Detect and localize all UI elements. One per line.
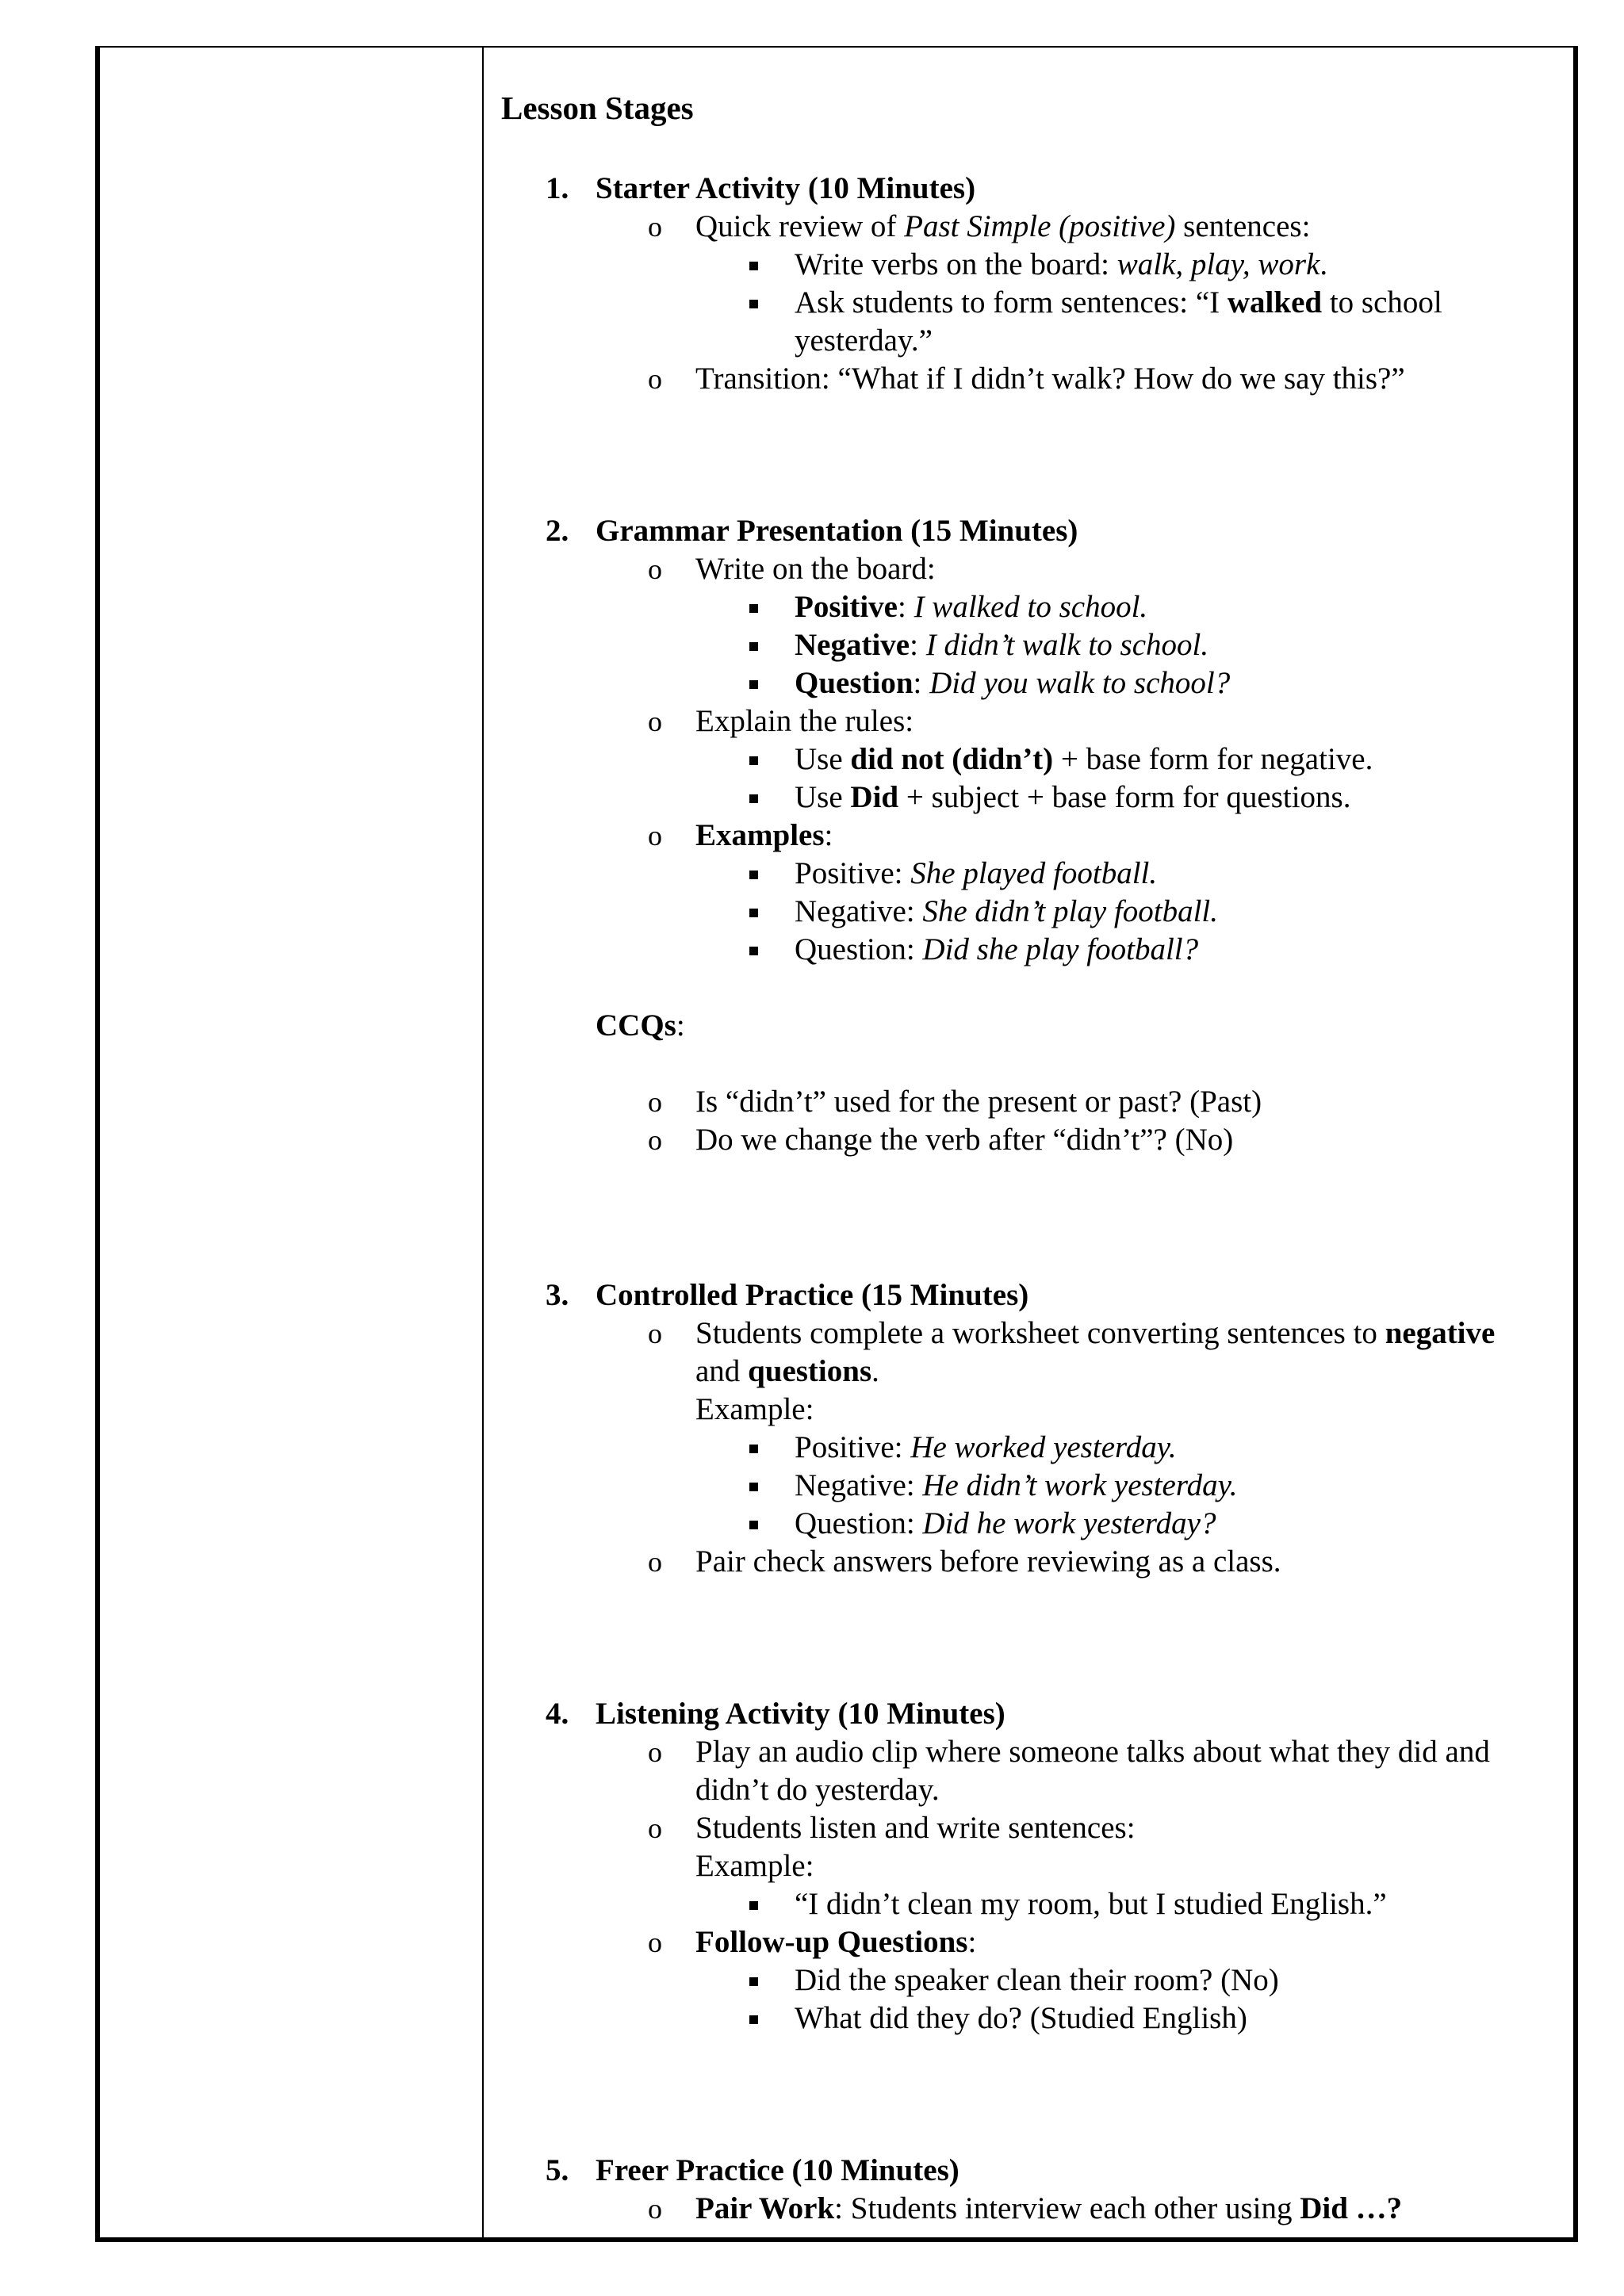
square-bullet-icon <box>749 794 758 803</box>
list-item: Explain the rules: <box>695 704 914 738</box>
square-bullet-icon <box>749 871 758 879</box>
square-bullet-icon <box>749 1901 758 1910</box>
circle-bullet-icon: o <box>648 1318 662 1349</box>
square-bullet-icon <box>749 680 758 689</box>
stage-number: 4. <box>546 1697 569 1731</box>
square-bullet-icon <box>749 909 758 917</box>
list-item: Negative: She didn’t play football. <box>795 894 1218 928</box>
circle-bullet-icon: o <box>648 211 662 243</box>
list-item-continuation: didn’t do yesterday. <box>695 1773 940 1807</box>
list-item-continuation: yesterday.” <box>795 323 933 358</box>
circle-bullet-icon: o <box>648 553 662 585</box>
list-item: Is “didn’t” used for the present or past? (Past) <box>695 1085 1262 1119</box>
circle-bullet-icon: o <box>648 363 662 395</box>
list-item: Transition: “What if I didn’t walk? How do we say this?” <box>695 362 1405 396</box>
square-bullet-icon <box>749 756 758 765</box>
list-item: Question: Did she play football? <box>795 932 1199 966</box>
list-item: Write on the board: <box>695 552 936 586</box>
list-item: Question: Did you walk to school? <box>795 666 1231 700</box>
circle-bullet-icon: o <box>648 1086 662 1118</box>
example-label: Example: <box>695 1392 814 1426</box>
stage-number: 2. <box>546 514 569 548</box>
list-item: Question: Did he work yesterday? <box>795 1506 1216 1540</box>
square-bullet-icon <box>749 642 758 651</box>
list-item: Examples: <box>695 818 833 852</box>
circle-bullet-icon: o <box>648 1927 662 1958</box>
ccq-heading: CCQs: <box>596 1008 685 1043</box>
stage-title: Controlled Practice (15 Minutes) <box>596 1278 1029 1312</box>
circle-bullet-icon: o <box>648 1736 662 1768</box>
square-bullet-icon <box>749 947 758 955</box>
list-item: Positive: He worked yesterday. <box>795 1430 1177 1464</box>
list-item: Students listen and write sentences: <box>695 1811 1136 1845</box>
list-item: Pair Work: Students interview each other using Did …? <box>695 2191 1403 2225</box>
square-bullet-icon <box>749 2015 758 2024</box>
square-bullet-icon <box>749 604 758 613</box>
list-item: Pair check answers before reviewing as a class. <box>695 1544 1281 1578</box>
stage-title: Freer Practice (10 Minutes) <box>596 2153 959 2187</box>
stage-number: 3. <box>546 1278 569 1312</box>
square-bullet-icon <box>749 1521 758 1529</box>
list-item: Use did not (didn’t) + base form for negative. <box>795 742 1373 776</box>
square-bullet-icon <box>749 1445 758 1453</box>
stage-title: Starter Activity (10 Minutes) <box>596 171 976 205</box>
list-item: Do we change the verb after “didn’t”? (No) <box>695 1123 1234 1157</box>
list-item: Play an audio clip where someone talks about what they did and <box>695 1735 1490 1769</box>
list-item: Use Did + subject + base form for questions. <box>795 780 1351 814</box>
page-title: Lesson Stages <box>501 90 694 126</box>
list-item: Positive: She played football. <box>795 856 1158 890</box>
square-bullet-icon <box>749 1483 758 1491</box>
list-item-continuation: and questions. <box>695 1354 879 1388</box>
column-divider <box>482 46 484 2242</box>
circle-bullet-icon: o <box>648 706 662 737</box>
stage-number: 5. <box>546 2153 569 2187</box>
list-item: Follow-up Questions: <box>695 1925 977 1959</box>
stage-title: Listening Activity (10 Minutes) <box>596 1697 1005 1731</box>
example-label: Example: <box>695 1849 814 1883</box>
list-item: Positive: I walked to school. <box>795 590 1148 624</box>
circle-bullet-icon: o <box>648 1124 662 1156</box>
square-bullet-icon <box>749 300 758 308</box>
square-bullet-icon <box>749 262 758 270</box>
list-item: “I didn’t clean my room, but I studied English.” <box>795 1887 1387 1921</box>
list-item: Students complete a worksheet converting sentences to negative <box>695 1316 1496 1350</box>
list-item: What did they do? (Studied English) <box>795 2001 1247 2035</box>
circle-bullet-icon: o <box>648 1546 662 1578</box>
stage-title: Grammar Presentation (15 Minutes) <box>596 514 1078 548</box>
square-bullet-icon <box>749 1977 758 1986</box>
list-item: Negative: I didn’t walk to school. <box>795 628 1209 662</box>
circle-bullet-icon: o <box>648 2193 662 2225</box>
list-item: Ask students to form sentences: “I walked to school <box>795 285 1442 320</box>
circle-bullet-icon: o <box>648 820 662 851</box>
list-item: Write verbs on the board: walk, play, work. <box>795 247 1328 281</box>
list-item: Quick review of Past Simple (positive) sentences: <box>695 209 1311 243</box>
stage-number: 1. <box>546 171 569 205</box>
circle-bullet-icon: o <box>648 1812 662 1844</box>
list-item: Negative: He didn’t work yesterday. <box>795 1468 1238 1502</box>
list-item: Did the speaker clean their room? (No) <box>795 1963 1279 1997</box>
